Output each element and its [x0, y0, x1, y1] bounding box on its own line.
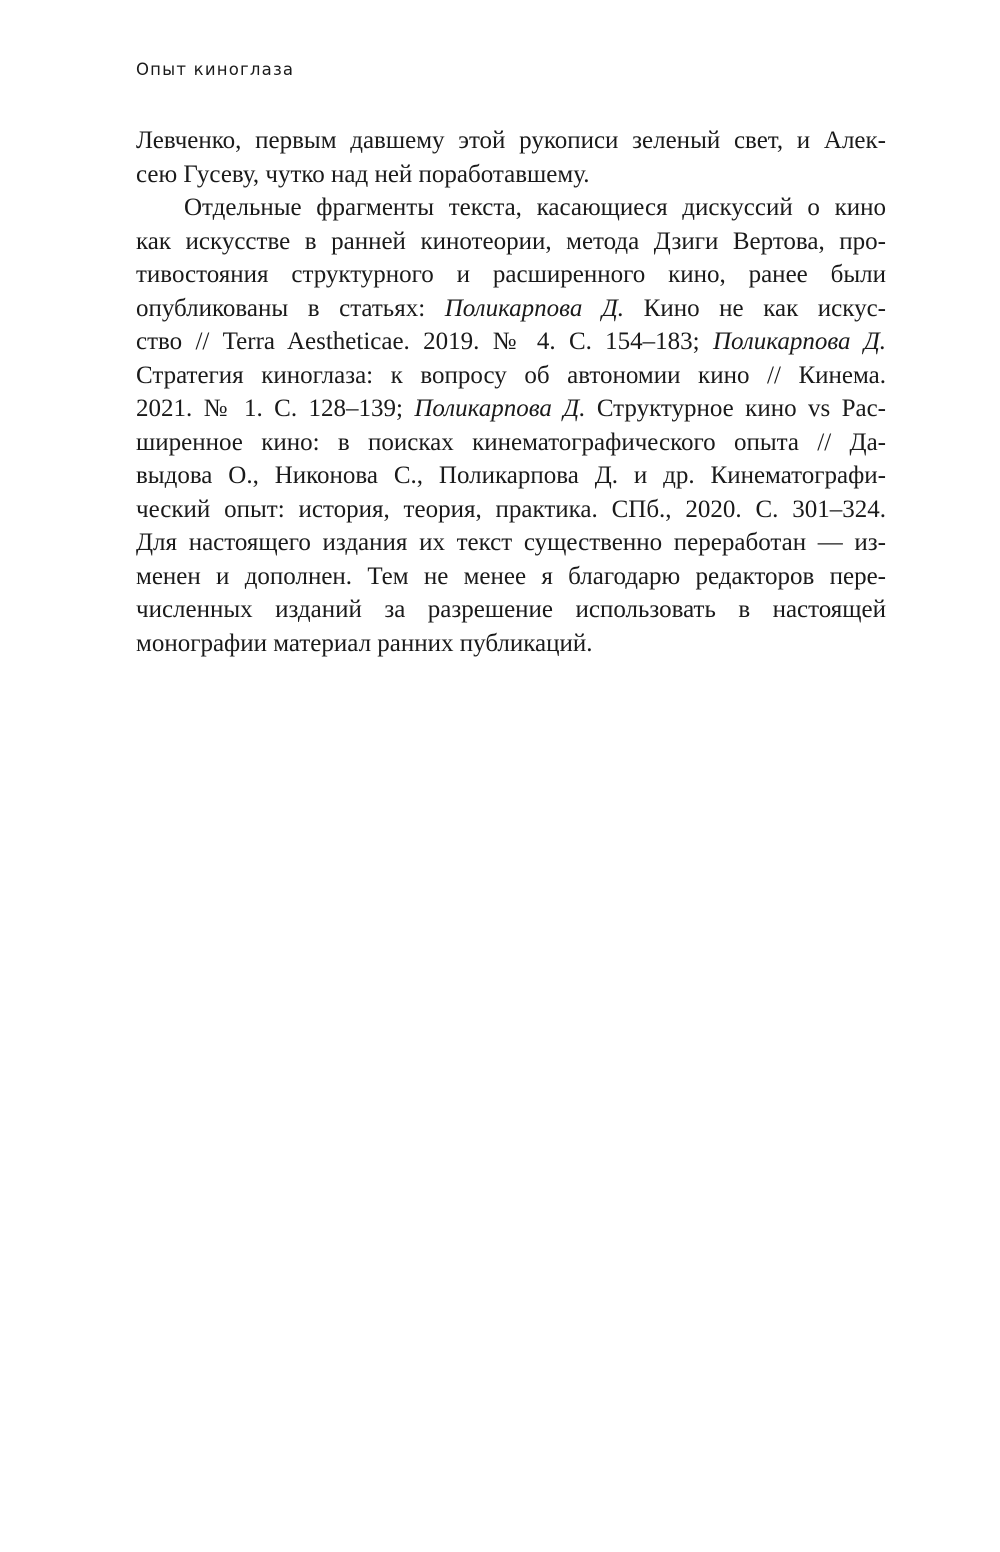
text-line: монографии материал ранних публикаций.: [136, 629, 593, 657]
text-line: Отдельные фрагменты текста, касающиеся дискуссий о кино: [184, 194, 886, 221]
text-line: Стратегия киноглаза: к вопросу об автономии кино // Кинема.: [136, 361, 886, 389]
text-line: численных изданий за разрешение использовать в настоящей: [136, 596, 886, 623]
body-text: [136, 124, 886, 660]
paragraph: [136, 191, 886, 660]
running-header: Опыт киноглаза: [136, 60, 295, 79]
text-line: тивостояния структурного и расширенного кино, ранее были: [136, 261, 886, 288]
text-line: 2021. № 1. С. 128–139; Поликарпова Д. Структурное кино vs Рас-: [136, 395, 886, 422]
author-name: Поликарпова Д.: [414, 395, 586, 422]
text-line: ство // Terra Aestheticae. 2019. № 4. С. 154–183; Поликарпова Д.: [136, 328, 886, 355]
paragraph: [136, 124, 886, 191]
text-line: менен и дополнен. Тем не менее я благодарю редакторов пере-: [136, 562, 886, 590]
text-line: ширенное кино: в поисках кинематографического опыта // Да-: [136, 428, 886, 456]
text-line: ческий опыт: история, теория, практика. СПб., 2020. С. 301–324.: [136, 495, 886, 523]
text-line: сею Гусеву, чутко над ней поработавшему.: [136, 160, 590, 188]
text-line: выдова О., Никонова С., Поликарпова Д. и др. Кинематографи-: [136, 462, 886, 489]
text-line: Левченко, первым давшему этой рукописи зеленый свет, и Алек-: [136, 127, 886, 154]
text-line: Для настоящего издания их текст существенно переработан — из-: [136, 529, 886, 556]
author-name: Поликарпова Д.: [444, 294, 625, 322]
text-line: как искусстве в ранней кинотеории, метода Дзиги Вертова, про-: [136, 227, 886, 255]
text-line: опубликованы в статьях: Поликарпова Д. Кино не как искус-: [136, 294, 886, 322]
author-name: Поликарпова Д.: [712, 328, 886, 355]
